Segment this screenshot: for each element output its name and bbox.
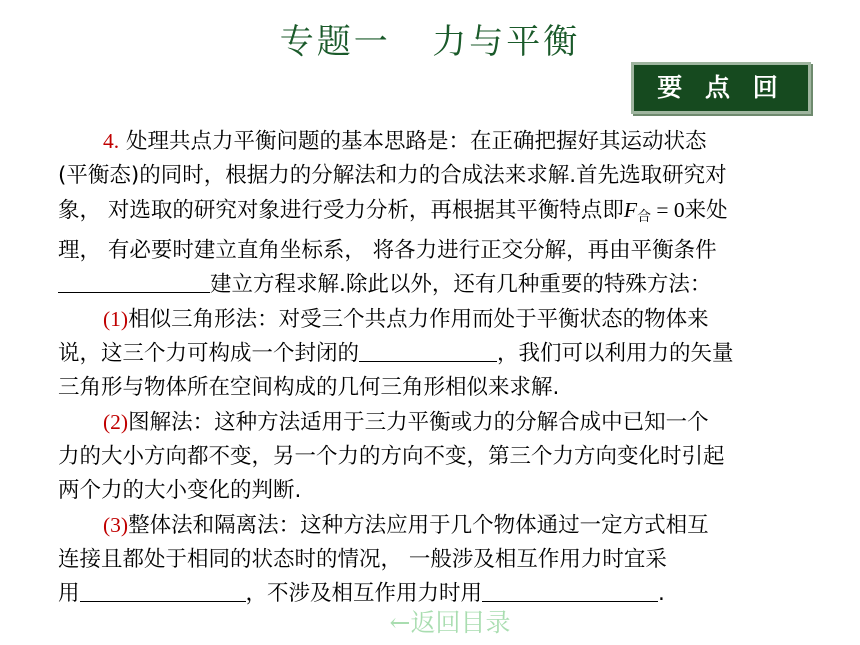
text-span: 两个力的大小变化的判断. <box>58 478 302 503</box>
text-span: 理， 有必要时建立直角坐标系， 将各力进行正交分解，再由平衡条件 <box>58 238 717 263</box>
answer-blank[interactable] <box>80 579 246 602</box>
paragraph-item-4 <box>58 124 810 302</box>
paragraph-item-1 <box>58 302 810 405</box>
text-line <box>58 234 810 268</box>
text-line <box>58 193 810 234</box>
text-line <box>58 159 810 193</box>
text-line <box>58 268 810 302</box>
text-line <box>58 337 810 371</box>
text-line <box>58 124 810 159</box>
equation-value: = 0 <box>650 198 685 222</box>
text-span: 来处 <box>684 198 728 223</box>
body-text <box>58 124 810 611</box>
item-number: (3) <box>103 513 129 537</box>
text-span: 力的大小方向都不变，另一个力的方向不变，第三个力方向变化时引起 <box>58 444 725 469</box>
text-span: 整体法和隔离法：这种方法应用于几个物体通过一定方式相互 <box>128 513 709 538</box>
text-span: 图解法：这种方法适用于三力平衡或力的分解合成中已知一个 <box>128 410 709 435</box>
text-line <box>58 302 810 337</box>
text-span: 象， 对选取的研究对象进行受力分析，再根据其平衡特点即 <box>58 198 624 223</box>
page-title: 专题一 力与平衡 <box>279 22 581 62</box>
text-line <box>58 405 810 440</box>
item-number: 4. <box>103 129 120 153</box>
text-line <box>58 508 810 543</box>
text-span: ，不涉及相互作用力时用 <box>245 581 483 606</box>
item-number: (2) <box>103 410 129 434</box>
text-span: 建立方程求解.除此以外，还有几种重要的特殊方法： <box>210 272 712 297</box>
force-subscript: 合 <box>636 209 651 225</box>
section-badge: 要 点 回 顾 <box>631 62 811 114</box>
item-number: (1) <box>103 307 129 331</box>
back-to-contents-link[interactable]: ←返回目录 <box>389 608 511 637</box>
text-span: 连接且都处于相同的状态时的情况， 一般涉及相互作用力时宜采 <box>58 547 667 572</box>
answer-blank[interactable] <box>482 579 658 602</box>
answer-blank[interactable] <box>58 270 210 293</box>
text-line <box>58 371 810 405</box>
text-span: 三角形与物体所在空间构成的几何三角形相似来求解. <box>58 375 560 400</box>
text-span: 用 <box>58 581 80 606</box>
paragraph-item-2 <box>58 405 810 508</box>
text-span: 处理共点力平衡问题的基本思路是：在正确把握好其运动状态 <box>125 129 707 154</box>
text-line <box>58 474 810 508</box>
text-span: . <box>658 581 665 606</box>
answer-blank[interactable] <box>359 339 497 362</box>
force-variable: F <box>623 198 637 222</box>
text-line <box>58 543 810 577</box>
text-span: 说，这三个力可构成一个封闭的 <box>58 341 360 366</box>
text-span: (平衡态)的同时，根据力的分解法和力的合成法来求解.首先选取研究对 <box>58 163 727 188</box>
paragraph-item-3 <box>58 508 810 611</box>
text-span: ，我们可以利用力的矢量 <box>497 341 734 366</box>
text-line <box>58 440 810 474</box>
text-span: 相似三角形法：对受三个共点力作用而处于平衡状态的物体来 <box>128 307 709 332</box>
